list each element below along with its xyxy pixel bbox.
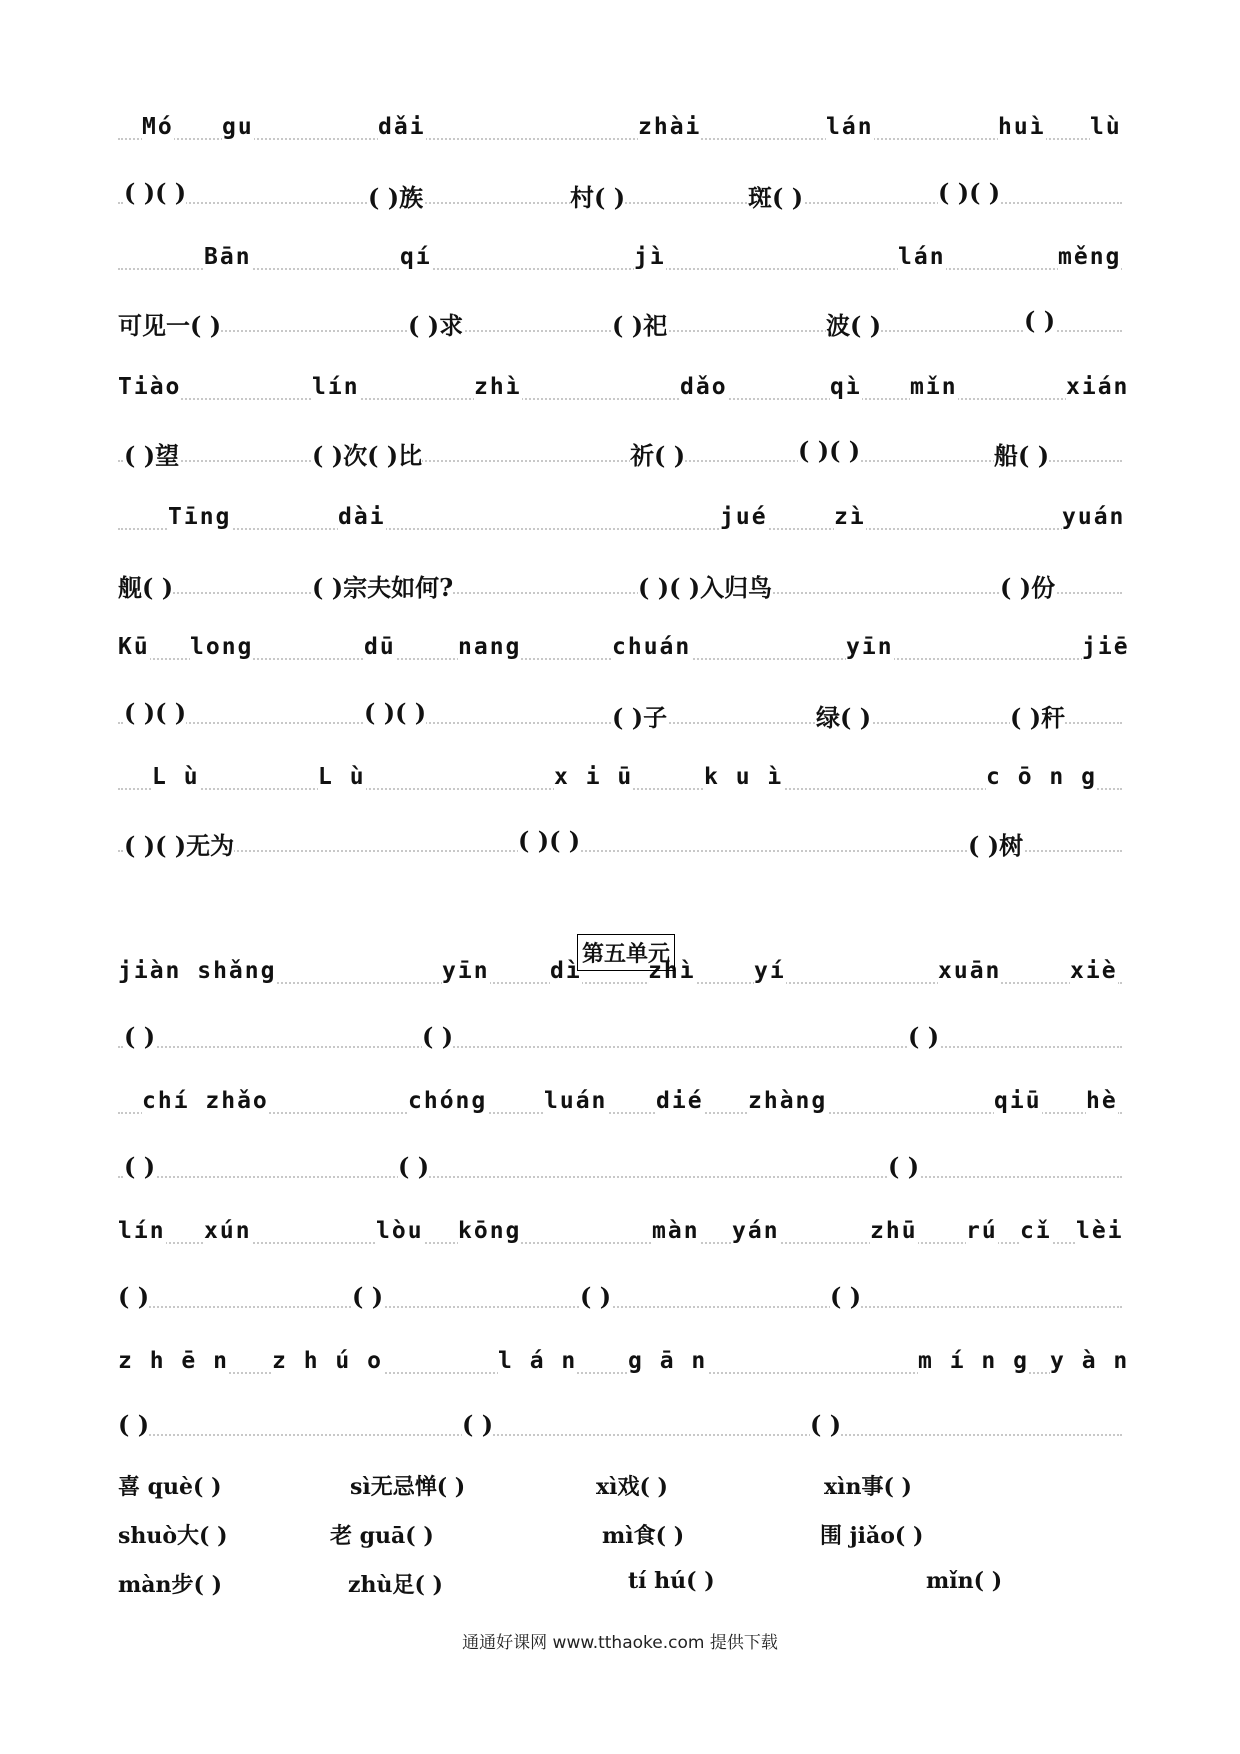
pinyin-row bbox=[118, 1088, 1122, 1128]
answer-blank[interactable]: ( )秆 bbox=[1010, 698, 1065, 733]
pinyin-text: gu bbox=[222, 114, 254, 140]
pinyin-text: m í n g bbox=[918, 1348, 1029, 1374]
dotted-guide bbox=[118, 592, 1122, 594]
answer-blank[interactable]: 波( ) bbox=[826, 306, 881, 341]
answer-blank[interactable]: ( )树 bbox=[968, 826, 1023, 861]
answer-blank[interactable]: ( )祀 bbox=[612, 306, 667, 341]
answer-row bbox=[118, 568, 1122, 608]
fill-in-item[interactable]: tí hú( ) bbox=[628, 1568, 715, 1594]
dotted-guide bbox=[118, 138, 1122, 140]
pinyin-text: zhì bbox=[474, 374, 522, 400]
answer-blank[interactable]: 绿( ) bbox=[816, 698, 871, 733]
answer-row bbox=[118, 1282, 1122, 1322]
answer-blank[interactable]: ( )份 bbox=[1000, 568, 1055, 603]
pinyin-text: chóng bbox=[408, 1088, 488, 1114]
pinyin-text: k u ì bbox=[704, 764, 784, 790]
pinyin-text: mǐn bbox=[910, 374, 958, 400]
pinyin-text: z h ú o bbox=[272, 1348, 383, 1374]
pinyin-text: lín bbox=[312, 374, 360, 400]
fill-in-item[interactable]: xì戏( ) bbox=[596, 1474, 668, 1500]
answer-blank[interactable]: ( ) bbox=[830, 1282, 862, 1311]
pinyin-text: luán bbox=[544, 1088, 608, 1114]
pinyin-row bbox=[118, 374, 1130, 414]
answer-blank[interactable]: ( )( ) bbox=[518, 826, 581, 855]
pinyin-text: jiē bbox=[1082, 634, 1130, 660]
answer-blank[interactable]: ( )宗夫如何? bbox=[312, 568, 453, 603]
dotted-guide bbox=[118, 1434, 1122, 1436]
pinyin-text: jiàn shǎng bbox=[118, 958, 277, 984]
pinyin-text: chuán bbox=[612, 634, 692, 660]
pinyin-row bbox=[118, 114, 1122, 154]
answer-blank[interactable]: ( ) bbox=[398, 1152, 430, 1181]
pinyin-text: cǐ bbox=[1020, 1218, 1052, 1244]
fill-in-item[interactable]: 喜 què( ) bbox=[118, 1474, 222, 1500]
pinyin-text: yuán bbox=[1062, 504, 1126, 530]
pinyin-text: c ō n g bbox=[986, 764, 1097, 790]
pinyin-text: yīn bbox=[442, 958, 490, 984]
pinyin-text: yīn bbox=[846, 634, 894, 660]
pinyin-text: zhài bbox=[638, 114, 702, 140]
answer-row bbox=[118, 1152, 1122, 1192]
pinyin-text: lín bbox=[118, 1218, 166, 1244]
pinyin-text: kōng bbox=[458, 1218, 522, 1244]
answer-row bbox=[118, 436, 1122, 476]
pinyin-text: dū bbox=[364, 634, 396, 660]
dotted-guide bbox=[118, 1046, 1122, 1048]
section-title: 第五单元 bbox=[577, 934, 675, 971]
answer-blank[interactable]: ( ) bbox=[810, 1410, 842, 1439]
pinyin-text: Kū bbox=[118, 634, 150, 660]
answer-row bbox=[118, 698, 1122, 738]
pinyin-row bbox=[118, 764, 1122, 804]
pinyin-text: xiè bbox=[1070, 958, 1118, 984]
pinyin-text: xún bbox=[204, 1218, 252, 1244]
answer-blank[interactable]: ( )( )入归鸟 bbox=[638, 568, 772, 603]
answer-blank[interactable]: ( ) bbox=[888, 1152, 920, 1181]
fill-in-item[interactable]: sì无忌惮( ) bbox=[350, 1474, 466, 1500]
answer-blank[interactable]: ( )望 bbox=[124, 436, 179, 471]
pinyin-text: long bbox=[190, 634, 254, 660]
answer-blank[interactable]: ( ) bbox=[118, 1410, 150, 1439]
answer-blank[interactable]: ( ) bbox=[580, 1282, 612, 1311]
answer-row bbox=[118, 826, 1122, 866]
pinyin-text: hè bbox=[1086, 1088, 1118, 1114]
pinyin-text: zì bbox=[834, 504, 866, 530]
answer-row bbox=[118, 1410, 1122, 1450]
pinyin-text: Mó bbox=[142, 114, 174, 140]
fill-in-item[interactable]: mì食( ) bbox=[602, 1523, 685, 1549]
answer-row bbox=[118, 178, 1122, 218]
dotted-guide bbox=[118, 1176, 1122, 1178]
pinyin-text: lán bbox=[898, 244, 946, 270]
dotted-guide bbox=[118, 268, 1122, 270]
fill-in-item[interactable]: zhù足( ) bbox=[348, 1572, 443, 1598]
answer-blank[interactable]: ( ) bbox=[124, 1022, 156, 1051]
pinyin-text: yí bbox=[754, 958, 786, 984]
pinyin-text: màn bbox=[652, 1218, 700, 1244]
pinyin-text: zhū bbox=[870, 1218, 918, 1244]
footer-credit: 通通好课网 www.tthaoke.com 提供下载 bbox=[462, 1633, 778, 1653]
answer-blank[interactable]: 可见一( ) bbox=[118, 306, 221, 341]
answer-blank[interactable]: 祈( ) bbox=[630, 436, 685, 471]
answer-blank[interactable]: ( )( ) bbox=[798, 436, 861, 465]
pinyin-text: xuān bbox=[938, 958, 1002, 984]
pinyin-text: Tiào bbox=[118, 374, 182, 400]
pinyin-text: zhì bbox=[648, 958, 696, 984]
answer-blank[interactable]: 村( ) bbox=[570, 178, 625, 213]
pinyin-text: dié bbox=[656, 1088, 704, 1114]
answer-blank[interactable]: 斑( ) bbox=[748, 178, 803, 213]
pinyin-text: x i ū bbox=[554, 764, 634, 790]
pinyin-text: huì bbox=[998, 114, 1046, 140]
fill-in-item[interactable]: 围 jiǎo( ) bbox=[820, 1523, 924, 1549]
answer-blank[interactable]: ( )族 bbox=[368, 178, 423, 213]
pinyin-text: lèi bbox=[1076, 1218, 1124, 1244]
answer-blank[interactable]: ( )( ) bbox=[124, 178, 187, 207]
pinyin-text: z h ē n bbox=[118, 1348, 229, 1374]
pinyin-text: chí zhǎo bbox=[142, 1088, 269, 1114]
pinyin-text: dài bbox=[338, 504, 386, 530]
pinyin-text: nang bbox=[458, 634, 522, 660]
pinyin-text: yán bbox=[732, 1218, 780, 1244]
pinyin-text: qì bbox=[830, 374, 862, 400]
answer-blank[interactable]: ( ) bbox=[908, 1022, 940, 1051]
answer-blank[interactable]: ( )子 bbox=[612, 698, 667, 733]
pinyin-row bbox=[118, 1218, 1122, 1258]
pinyin-row bbox=[118, 634, 1130, 674]
dotted-guide bbox=[118, 1306, 1122, 1308]
pinyin-text: zhàng bbox=[748, 1088, 828, 1114]
fill-in-item[interactable]: 老 guā( ) bbox=[330, 1523, 434, 1549]
answer-blank[interactable]: 舰( ) bbox=[118, 568, 173, 603]
answer-blank[interactable]: ( ) bbox=[1024, 306, 1056, 335]
answer-blank[interactable]: ( )( ) bbox=[938, 178, 1001, 207]
pinyin-text: g ā n bbox=[628, 1348, 708, 1374]
pinyin-text: L ù bbox=[152, 764, 200, 790]
dotted-guide bbox=[118, 460, 1122, 462]
pinyin-text: qí bbox=[400, 244, 432, 270]
answer-blank[interactable]: ( ) bbox=[462, 1410, 494, 1439]
pinyin-row bbox=[118, 504, 1126, 544]
dotted-guide bbox=[118, 398, 1122, 400]
pinyin-text: rú bbox=[966, 1218, 998, 1244]
pinyin-text: dǎi bbox=[378, 114, 426, 140]
answer-blank[interactable]: ( ) bbox=[124, 1152, 156, 1181]
pinyin-row bbox=[118, 244, 1122, 284]
dotted-guide bbox=[118, 528, 1122, 530]
answer-blank[interactable]: ( ) bbox=[118, 1282, 150, 1311]
pinyin-text: L ù bbox=[318, 764, 366, 790]
pinyin-text: qiū bbox=[994, 1088, 1042, 1114]
answer-blank[interactable]: 船( ) bbox=[994, 436, 1049, 471]
pinyin-row bbox=[118, 1348, 1130, 1388]
answer-blank[interactable]: ( )次( )比 bbox=[312, 436, 422, 471]
fill-in-item[interactable]: màn步( ) bbox=[118, 1572, 223, 1598]
pinyin-text: jì bbox=[634, 244, 666, 270]
answer-row bbox=[118, 1022, 1122, 1062]
answer-blank[interactable]: ( )( )无为 bbox=[124, 826, 234, 861]
fill-in-item[interactable]: shuò大( ) bbox=[118, 1523, 228, 1549]
pinyin-text: lán bbox=[826, 114, 874, 140]
pinyin-text: lù bbox=[1090, 114, 1122, 140]
pinyin-text: Tīng bbox=[168, 504, 232, 530]
pinyin-text: Bān bbox=[204, 244, 252, 270]
pinyin-text: měng bbox=[1058, 244, 1122, 270]
pinyin-text: dǎo bbox=[680, 374, 728, 400]
pinyin-text: lòu bbox=[376, 1218, 424, 1244]
pinyin-text: l á n bbox=[498, 1348, 578, 1374]
pinyin-text: dì bbox=[550, 958, 582, 984]
answer-blank[interactable]: ( )求 bbox=[408, 306, 463, 341]
answer-blank[interactable]: ( ) bbox=[422, 1022, 454, 1051]
answer-blank[interactable]: ( ) bbox=[352, 1282, 384, 1311]
answer-blank[interactable]: ( )( ) bbox=[124, 698, 187, 727]
fill-in-item[interactable]: xìn事( ) bbox=[824, 1474, 912, 1500]
pinyin-text: y à n bbox=[1050, 1348, 1130, 1374]
pinyin-text: jué bbox=[720, 504, 768, 530]
fill-in-item[interactable]: mǐn( ) bbox=[926, 1568, 1003, 1594]
answer-row bbox=[118, 306, 1122, 346]
pinyin-text: xián bbox=[1066, 374, 1130, 400]
answer-blank[interactable]: ( )( ) bbox=[364, 698, 427, 727]
